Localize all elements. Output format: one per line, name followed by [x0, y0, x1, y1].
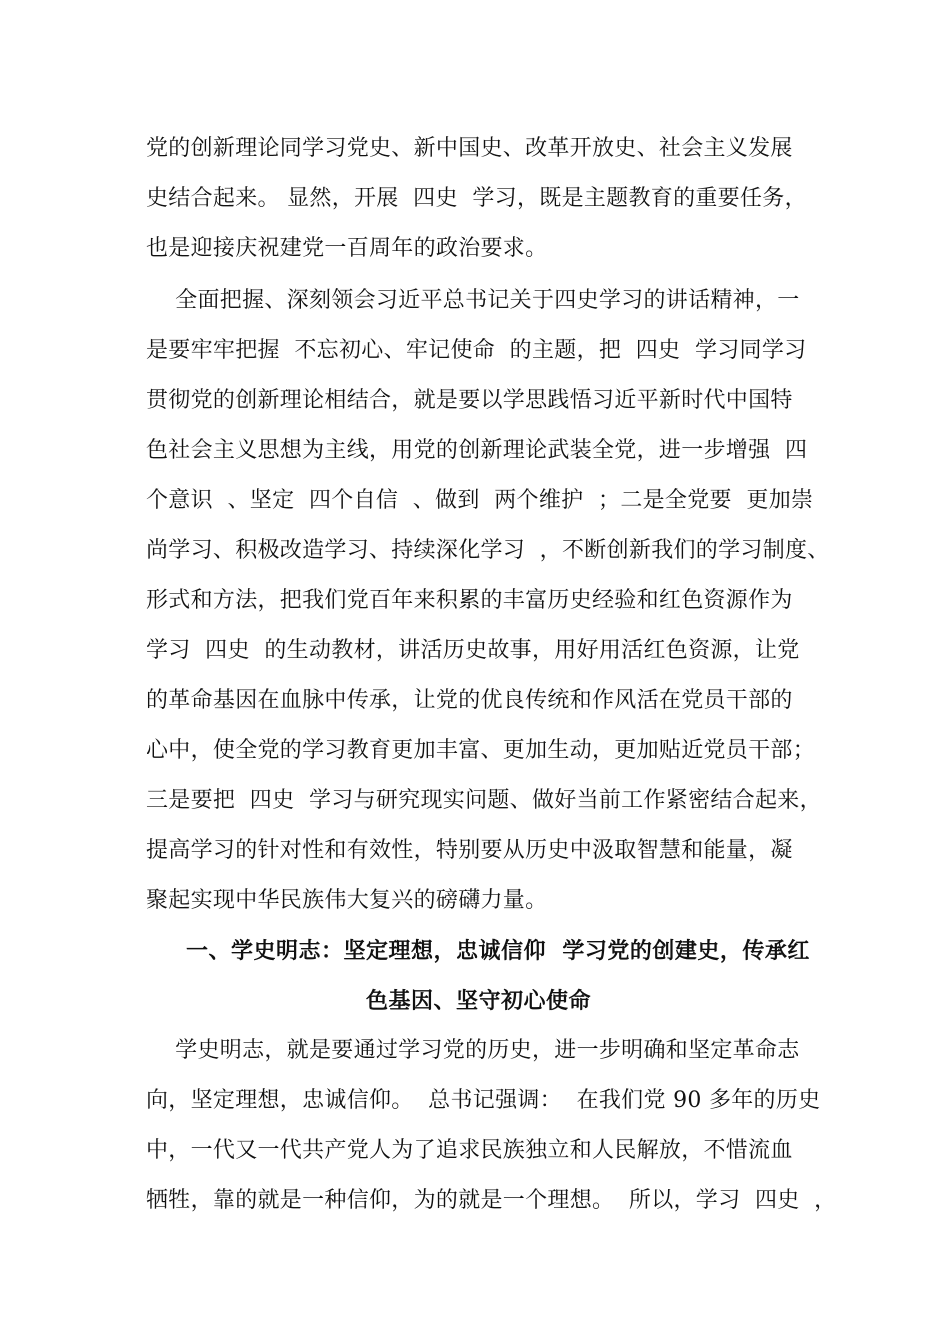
paragraph-line: 也是迎接庆祝建党一百周年的政治要求。	[146, 236, 548, 261]
paragraph-line: 是要牢牢把握 不忘初心、牢记使命 的主题，把 四史 学习同学习	[146, 338, 807, 363]
paragraph-line: 的革命基因在血脉中传承，让党的优良传统和作风活在党员干部的	[146, 688, 793, 713]
paragraph-line: 形式和方法，把我们党百年来积累的丰富历史经验和红色资源作为	[146, 588, 793, 613]
paragraph-line: 史结合起来。 显然，开展 四史 学习，既是主题教育的重要任务，	[146, 186, 807, 211]
paragraph-line: 全面把握、深刻领会习近平总书记关于四史学习的讲话精神，一	[146, 288, 800, 313]
paragraph-line: 贯彻党的创新理论相结合，就是要以学思践悟习近平新时代中国特	[146, 388, 793, 413]
paragraph-line: 中，一代又一代共产党人为了追求民族独立和人民解放，不惜流血	[146, 1138, 793, 1163]
paragraph-line: 聚起实现中华民族伟大复兴的磅礴力量。	[146, 888, 548, 913]
paragraph-line: 学习 四史 的生动教材，讲活历史故事，用好用活红色资源，让党	[146, 638, 800, 663]
paragraph-line: 提高学习的针对性和有效性，特别要从历史中汲取智慧和能量，凝	[146, 838, 793, 863]
paragraph-line: 党的创新理论同学习党史、新中国史、改革开放史、社会主义发展	[146, 136, 793, 161]
paragraph-line: 向，坚定理想，忠诚信仰。 总书记强调： 在我们党 90 多年的历史	[146, 1088, 821, 1113]
paragraph-line: 个意识 、坚定 四个自信 、做到 两个维护 ；二是全党要 更加崇	[146, 488, 814, 513]
paragraph-line: 色社会主义思想为主线，用党的创新理论武装全党，进一步增强 四	[146, 438, 808, 463]
paragraph-line: 学史明志，就是要通过学习党的历史，进一步明确和坚定革命志	[146, 1038, 800, 1063]
paragraph-line: 尚学习、积极改造学习、持续深化学习 ，不断创新我们的学习制度、	[146, 538, 830, 563]
paragraph-line: 牺牲，靠的就是一种信仰，为的就是一个理想。 所以，学习 四史 ，	[146, 1188, 837, 1213]
section-heading-line: 一、学史明志：坚定理想，忠诚信仰 学习党的创建史，传承红	[186, 938, 810, 964]
paragraph-line: 三是要把 四史 学习与研究现实问题、做好当前工作紧密结合起来，	[146, 788, 822, 813]
section-heading-line: 色基因、坚守初心使命	[366, 988, 592, 1014]
paragraph-line: 心中，使全党的学习教育更加丰富、更加生动，更加贴近党员干部；	[146, 738, 816, 763]
